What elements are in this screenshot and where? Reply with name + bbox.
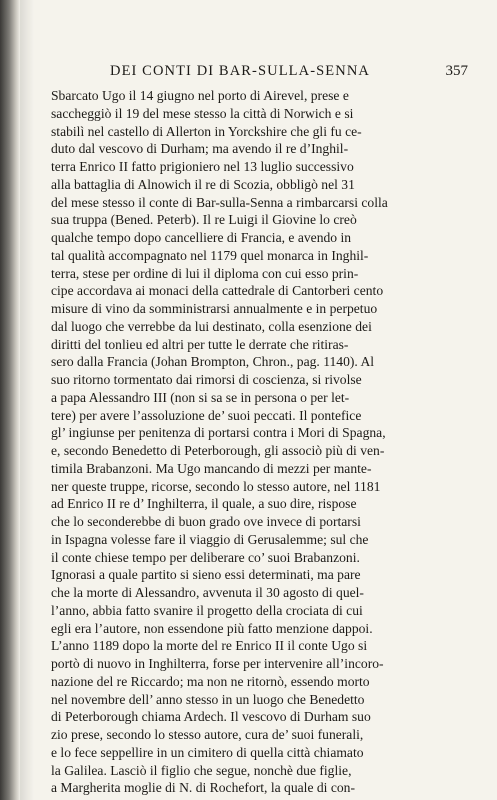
text-line: egli era l’autore, non essendone più fatto menzione dappoi. — [51, 620, 373, 636]
text-line: L’anno 1189 dopo la morte del re Enrico II il conte Ugo si — [51, 638, 368, 654]
running-title: DEI CONTI DI BAR-SULLA-SENNA — [110, 63, 370, 79]
text-line: e lo fece seppellire in un cimitero di quella città chiamato — [51, 744, 364, 760]
text-line: e, secondo Benedetto di Peterborough, gli associò più di ven- — [51, 443, 385, 458]
text-line: ner queste truppe, ricorse, secondo lo stesso autore, nel 1181 — [51, 478, 381, 494]
text-line: che lo seconderebbe di buon grado ove invece di portarsi — [51, 514, 361, 529]
text-line: misure di vino da somministrarsi annualmente e in perpetuo — [51, 301, 378, 316]
text-line: alla battaglia di Alnowich il re di Scozia, obbligò nel 31 — [51, 176, 355, 192]
text-line: zio prese, secondo lo stesso autore, cura de’ suoi funerali, — [51, 727, 364, 742]
text-line: Sbarcato Ugo il 14 giugno nel porto di Airevel, prese e — [51, 88, 349, 103]
text-line: nel novembre dell’ anno stesso in un luogo che Benedetto — [51, 691, 365, 707]
text-line: saccheggiò il 19 del mese stesso la città di Norwich e si — [51, 105, 354, 121]
text-line: che la morte di Alessandro, avvenuta il 30 agosto di quel- — [51, 585, 364, 600]
text-line: terra, stese per ordine di lui il diploma con cui esso prin- — [51, 265, 359, 281]
text-line: in Ispagna volesse fare il viaggio di Gerusalemme; sul che — [51, 531, 369, 547]
text-line: di Peterborough chiama Ardech. Il vescovo di Durham suo — [51, 709, 371, 725]
text-line: la Galilea. Lasciò il figlio che segue, nonchè due figlie, — [51, 762, 352, 778]
text-line: tere) per avere l’assoluzione de’ suoi peccati. Il pontefice — [51, 407, 362, 423]
text-line: timila Brabanzoni. Ma Ugo mancando di mezzi per mante- — [51, 460, 372, 476]
text-line: nazione del re Riccardo; ma non ne ritornò, essendo morto — [51, 673, 370, 689]
page-header — [48, 63, 468, 85]
text-line: tal qualità accompagnato nel 1179 quel monarca in Inghil- — [51, 247, 369, 263]
text-line: a Margherita moglie di N. di Rochefort, la quale di con- — [51, 780, 356, 796]
text-line: gl’ ingiunse per penitenza di portarsi contra i Mori di Spagna, — [51, 425, 386, 441]
body-text — [51, 87, 456, 797]
book-gutter — [0, 0, 20, 800]
text-line: stabilì nel castello di Allerton in Yorckshire che gli fu ce- — [51, 123, 362, 139]
text-line: diritti del tonlieu ed altri per tutte le derrate che ritiras- — [51, 336, 349, 352]
text-line: il conte chiese tempo per deliberare co’ suoi Brabanzoni. — [51, 549, 360, 565]
text-line: Ignorasi a quale partito si sieno essi determinati, ma pare — [51, 567, 361, 583]
text-line: suo ritorno tormentato dai rimorsi di coscienza, si rivolse — [51, 372, 362, 387]
text-line: l’anno, abbia fatto svanire il progetto della crociata di cui — [51, 602, 363, 618]
text-line: ad Enrico II re d’ Inghilterra, il quale, a suo dire, rispose — [51, 496, 357, 512]
text-line: qualche tempo dopo cancelliere di Francia, e avendo in — [51, 230, 352, 245]
text-line: del mese stesso il conte di Bar-sulla-Senna a rimbarcarsi colla — [51, 194, 388, 210]
text-line: a papa Alessandro III (non si sa se in persona o per let- — [51, 389, 350, 405]
text-line: terra Enrico II fatto prigioniero nel 13 luglio successivo — [51, 159, 354, 174]
text-line: sua truppa (Bened. Peterb). Il re Luigi il Giovine lo creò — [51, 212, 357, 228]
text-line: dal luogo che verrebbe da lui destinato, colla esenzione dei — [51, 318, 372, 334]
text-line: sero dalla Francia (Johan Brompton, Chron., pag. 1140). Al — [51, 354, 375, 370]
text-line: cipe accordava ai monaci della cattedrale di Cantorberi cento — [51, 283, 384, 299]
gutter-shadow — [20, 0, 34, 800]
text-line: portò di nuovo in Inghilterra, forse per intervenire all’incoro- — [51, 656, 384, 671]
page-number: 357 — [445, 63, 468, 79]
text-line: duto dal vescovo di Durham; ma avendo il re d’Inghil- — [51, 141, 349, 157]
